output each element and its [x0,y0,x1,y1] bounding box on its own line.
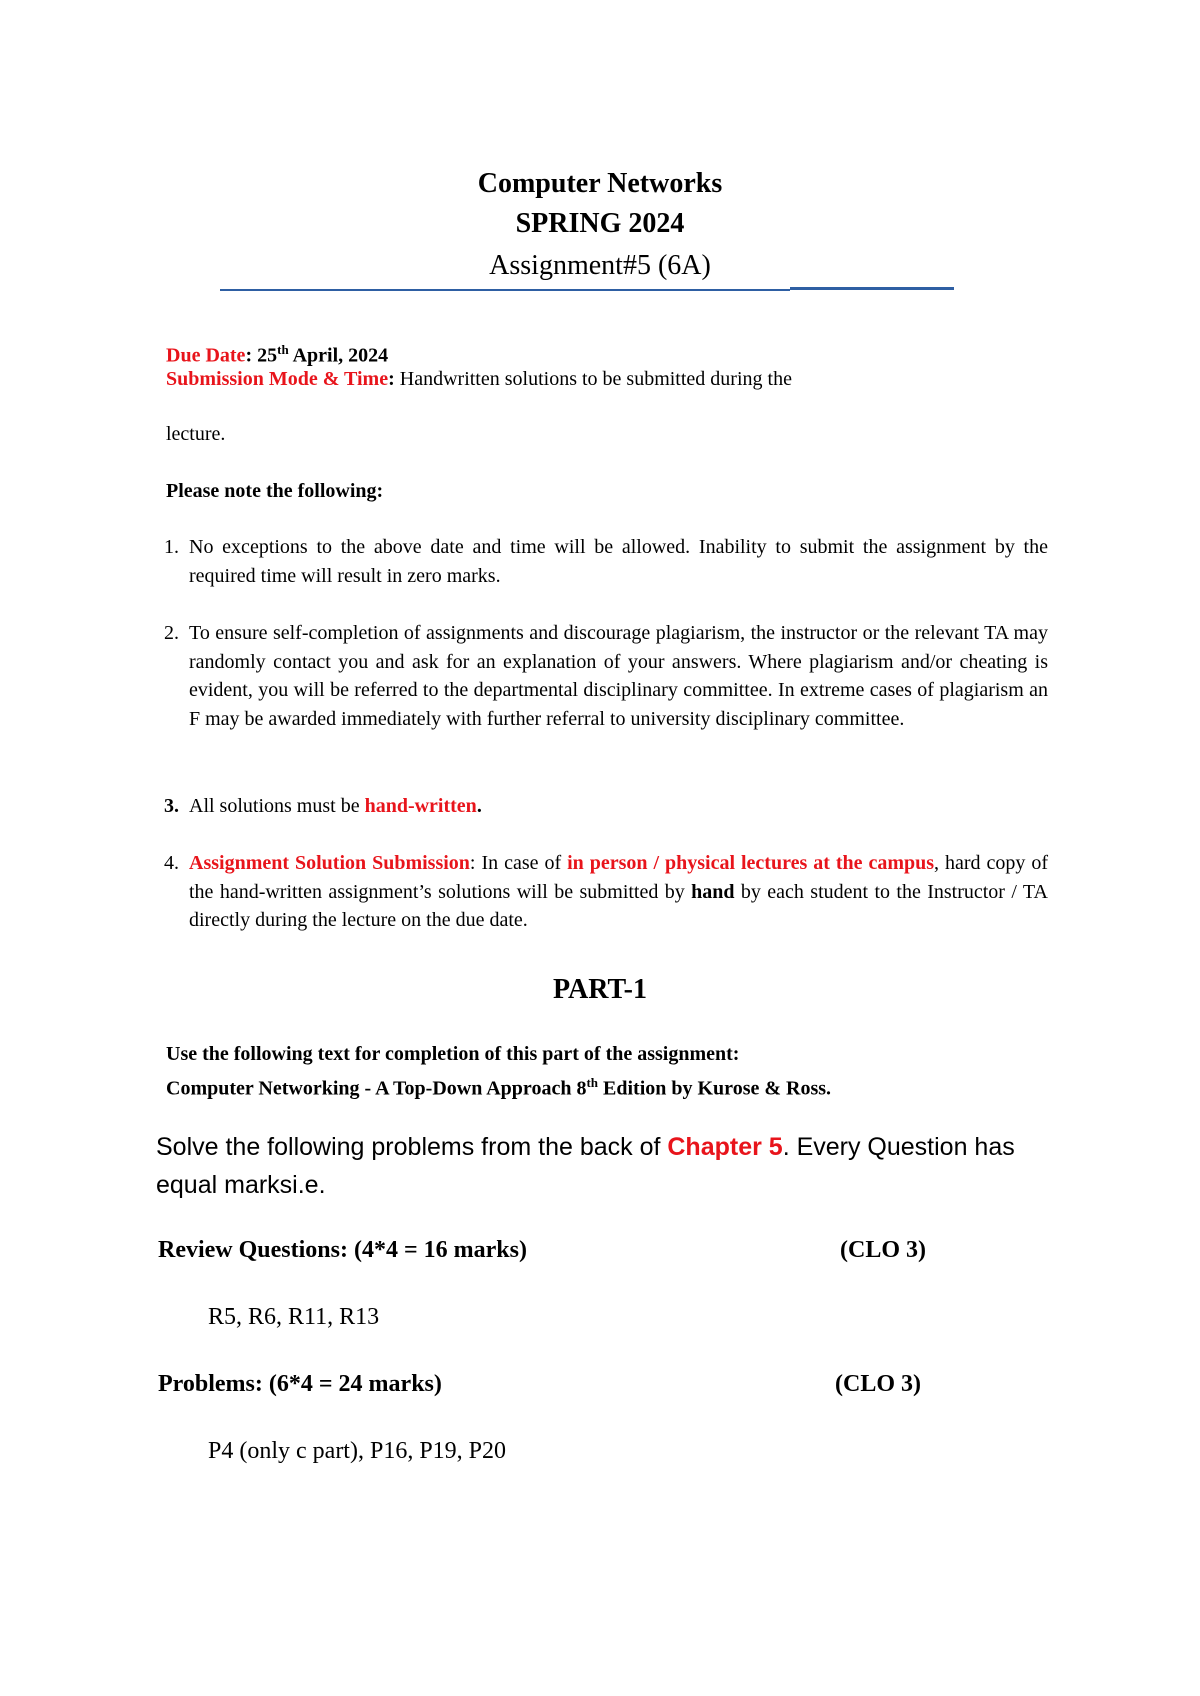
note-item-1: 1. No exceptions to the above date and time will be allowed. Inability to submit the assignment by the required time will result in zero marks. [164,536,1048,587]
problems-clo: (CLO 3) [835,1371,921,1397]
submission-rule-label: Assignment Solution Submission [189,852,470,874]
due-date-line: Due Date: 25th April, 2024 [166,342,389,367]
review-questions-heading: Review Questions: (4*4 = 16 marks) [158,1237,527,1263]
note-item-3: 3. All solutions must be hand-written. [164,795,482,817]
chapter-highlight: Chapter 5 [667,1133,783,1161]
review-clo: (CLO 3) [840,1237,926,1263]
submission-line: Submission Mode & Time: Handwritten solutions to be submitted during the [166,368,792,390]
notes-heading: Please note the following: [166,480,384,502]
solve-instructions: Solve the following problems from the back of Chapter 5. Every Question has [156,1133,1015,1161]
hand-written-highlight: hand-written [364,795,477,817]
submission-cont: lecture. [166,423,226,445]
due-date-label: Due Date [166,344,246,367]
header-rule-left [220,289,790,291]
text-intro: Use the following text for completion of this part of the assignment: [166,1043,740,1065]
header-rule-right [790,287,954,290]
term-title: SPRING 2024 [515,208,685,239]
submission-label: Submission Mode & Time [166,368,389,390]
problems-heading: Problems: (6*4 = 24 marks) [158,1371,442,1397]
assignment-title: Assignment#5 (6A) [489,250,711,281]
problems-list: P4 (only c part), P16, P19, P20 [208,1438,507,1464]
submission-text: Handwritten solutions to be submitted during the [394,368,792,390]
due-date-day: 25 [257,344,278,367]
note-item-4: 4. Assignment Solution Submission: In case of in person / physical lectures at the campus, hard copy of the hand-written assignment’s solutions will be submitted by hand by each student to the Instructor / TA directly during the lecture on the due date. [164,852,1048,931]
textbook-line: Computer Networking - A Top-Down Approach 8th Edition by Kurose & Ross. [166,1075,832,1100]
course-title: Computer Networks [477,168,723,199]
in-person-highlight: in person / physical lectures at the campus [567,852,935,874]
review-question-list: R5, R6, R11, R13 [208,1304,380,1330]
note-item-2: 2. To ensure self-completion of assignments and discourage plagiarism, the instructor or the relevant TA may randomly contact you and ask for an explanation of your answers. Where plagiarism and/or cheating is evident, you will be referred to the departmental disciplinary committee. In extreme cases of plagiarism an F may be awarded immediately with further referral to university disciplinary committee. [164,622,1048,730]
solve-instructions-line2: equal marksi.e. [156,1171,326,1199]
due-date-rest: April, 2024 [288,344,389,367]
part-1-heading: PART-1 [553,974,647,1005]
